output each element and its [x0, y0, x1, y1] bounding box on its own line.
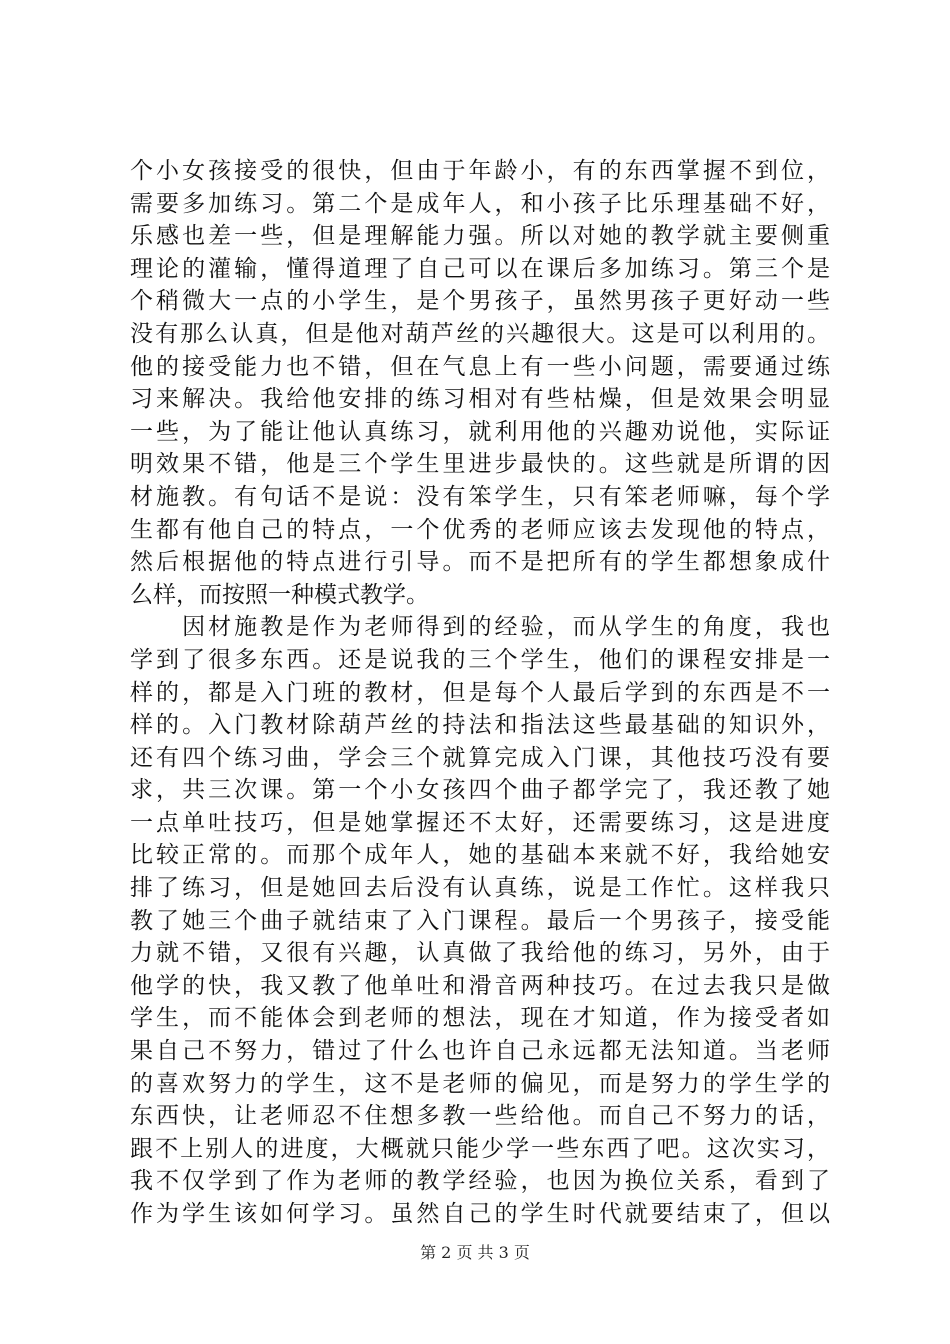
text-line: 他学的快，我又教了他单吐和滑音两种技巧。在过去我只是做 — [130, 972, 830, 999]
text-line: 理论的灌输，懂得道理了自己可以在课后多加练习。第三个是 — [130, 255, 830, 282]
text-line: 排了练习，但是她回去后没有认真练，说是工作忙。这样我只 — [130, 875, 830, 902]
text-line: 然后根据他的特点进行引导。而不是把所有的学生都想象成什 — [130, 549, 830, 576]
text-line: 么样，而按照一种模式教学。 — [130, 581, 429, 608]
page-footer: 第 2 页 共 3 页 — [420, 1243, 530, 1262]
text-line: 明效果不错，他是三个学生里进步最快的。这些就是所谓的因 — [130, 451, 830, 478]
text-line: 一点单吐技巧，但是她掌握还不太好，还需要练习，这是进度 — [130, 809, 830, 836]
text-line: 学到了很多东西。还是说我的三个学生，他们的课程安排是一 — [130, 646, 830, 673]
text-line: 果自己不努力，错过了什么也许自己永远都无法知道。当老师 — [130, 1038, 830, 1065]
text-line: 个小女孩接受的很快，但由于年龄小，有的东西掌握不到位， — [130, 158, 830, 184]
text-line: 的喜欢努力的学生，这不是老师的偏见，而是努力的学生学的 — [130, 1070, 830, 1097]
text-line: 需要多加练习。第二个是成年人，和小孩子比乐理基础不好， — [130, 190, 830, 217]
text-line: 乐感也差一些，但是理解能力强。所以对她的教学就主要侧重 — [130, 223, 830, 250]
text-line: 他的接受能力也不错，但在气息上有一些小问题，需要通过练 — [130, 353, 830, 380]
text-line: 我不仅学到了作为老师的教学经验，也因为换位关系，看到了 — [130, 1168, 830, 1195]
text-line: 没有那么认真，但是他对葫芦丝的兴趣很大。这是可以利用的。 — [130, 320, 830, 347]
text-line: 还有四个练习曲，学会三个就算完成入门课，其他技巧没有要 — [130, 744, 830, 771]
text-line: 习来解决。我给他安排的练习相对有些枯燥，但是效果会明显 — [130, 386, 830, 413]
text-line: 力就不错，又很有兴趣，认真做了我给他的练习，另外，由于 — [130, 940, 830, 967]
text-line: 因材施教是作为老师得到的经验，而从学生的角度，我也 — [130, 614, 830, 641]
text-line: 作为学生该如何学习。虽然自己的学生时代就要结束了，但以 — [130, 1201, 830, 1227]
text-line: 学生，而不能体会到老师的想法，现在才知道，作为接受者如 — [130, 1005, 830, 1032]
text-line: 比较正常的。而那个成年人，她的基础本来就不好，我给她安 — [130, 842, 830, 869]
text-line: 跟不上别人的进度，大概就只能少学一些东西了吧。这次实习， — [130, 1135, 830, 1162]
text-line: 东西快，让老师忍不住想多教一些给他。而自己不努力的话， — [130, 1103, 830, 1130]
text-line: 一些，为了能让他认真练习，就利用他的兴趣劝说他，实际证 — [130, 418, 830, 445]
text-line: 个稍微大一点的小学生，是个男孩子，虽然男孩子更好动一些 — [130, 288, 830, 315]
body-text — [130, 155, 830, 1231]
text-line: 材施教。有句话不是说：没有笨学生，只有笨老师嘛，每个学 — [130, 483, 830, 510]
text-line: 生都有他自己的特点，一个优秀的老师应该去发现他的特点， — [130, 516, 830, 543]
text-line: 求，共三次课。第一个小女孩四个曲子都学完了，我还教了她 — [130, 777, 830, 804]
text-line: 样的。入门教材除葫芦丝的持法和指法这些最基础的知识外， — [130, 712, 830, 739]
text-line: 教了她三个曲子就结束了入门课程。最后一个男孩子，接受能 — [130, 907, 830, 934]
text-line: 样的，都是入门班的教材，但是每个人最后学到的东西是不一 — [130, 679, 830, 706]
